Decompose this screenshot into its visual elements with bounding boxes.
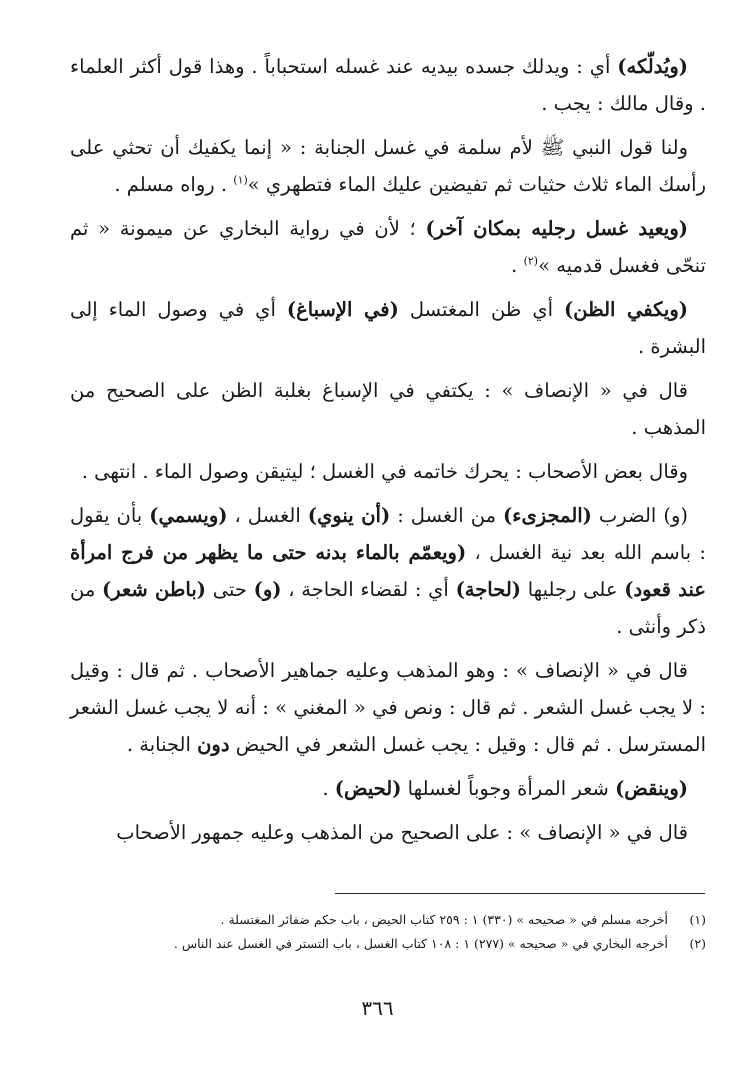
paragraph bbox=[70, 770, 706, 807]
sharh-text: . رواه مسلم . bbox=[114, 173, 234, 196]
footnote-number: (١) bbox=[689, 912, 706, 927]
footnotes bbox=[70, 908, 706, 956]
paragraph bbox=[70, 291, 706, 365]
matn-text: (المجزىء) bbox=[503, 504, 592, 527]
paragraph bbox=[70, 453, 706, 490]
paragraph bbox=[70, 48, 706, 122]
matn-text: (في الإسباغ) bbox=[286, 298, 399, 321]
sharh-text: من الغسل : bbox=[390, 504, 504, 527]
sharh-text: (و) الضرب bbox=[591, 504, 688, 527]
sharh-text: أي ظن المغتسل bbox=[398, 298, 565, 321]
paragraph bbox=[70, 497, 706, 645]
sharh-text: على رجليها bbox=[521, 578, 625, 601]
matn-text: (أن ينوي) bbox=[307, 504, 391, 527]
matn-text: (باطن شعر) bbox=[102, 578, 207, 601]
page-number: ٣٦٦ bbox=[361, 996, 394, 1020]
sharh-text: حتى bbox=[206, 578, 254, 601]
paragraph bbox=[70, 652, 706, 763]
sharh-text: . bbox=[511, 254, 524, 277]
footnote bbox=[70, 908, 706, 932]
paragraph bbox=[70, 814, 706, 851]
sharh-text: بأن يقول : باسم الله بعد نية الغسل ، bbox=[70, 504, 706, 564]
paragraph bbox=[70, 210, 706, 284]
matn-text: (ويكفي الظن) bbox=[564, 298, 688, 321]
matn-text: (ويُدلّكه) bbox=[617, 55, 688, 78]
matn-text: (وينقض) bbox=[615, 777, 688, 800]
sharh-text: قال في « الإنصاف » : يكتفي في الإسباغ بغلبة الظن على الصحيح من المذهب . bbox=[70, 379, 706, 439]
footnote-ref: (١) bbox=[233, 173, 248, 187]
matn-text: دون bbox=[197, 733, 230, 756]
matn-text: (ويعيد غسل رجليه بمكان آخر) bbox=[425, 217, 688, 240]
footnote bbox=[70, 932, 706, 956]
sharh-text: أي في وصول الماء إلى البشرة . bbox=[70, 298, 706, 358]
sharh-text: أي : ويدلك جسده بيديه عند غسله استحباباً . وهذا قول أكثر العلماء . وقال مالك : يجب . bbox=[70, 55, 706, 115]
sharh-text: ؛ لأن في رواية البخاري عن ميمونة « ثم تنحّى فغسل قدميه » bbox=[70, 217, 706, 277]
sharh-text: ولنا قول النبي ﷺ لأم سلمة في غسل الجنابة : « إنما يكفيك أن تحثي على رأسك الماء ثلاث حثيات ثم تفيضين عليك الماء فتطهري » bbox=[70, 136, 706, 196]
footnote-text: أخرجه البخاري في « صحيحه » (٢٧٧) ١ : ١٠٨ كتاب الغسل ، باب التستر في الغسل عند الناس . bbox=[173, 936, 668, 951]
sharh-text: قال في « الإنصاف » : وهو المذهب وعليه جماهير الأصحاب . ثم قال : وقيل : لا يجب غسل الشعر . ثم قال : ونص في « المغني » : أنه لا يجب غسل الشعر المسترسل . ثم قال : وقيل : يجب غسل الشعر في الحيض bbox=[70, 659, 706, 756]
sharh-text: الغسل ، bbox=[227, 504, 308, 527]
sharh-text: وقال بعض الأصحاب : يحرك خاتمه في الغسل ؛ ليتيقن وصول الماء . انتهى . bbox=[81, 460, 688, 483]
footnote-text: أخرجه مسلم في « صحيحه » (٣٣٠) ١ : ٢٥٩ كتاب الحيض ، باب حكم ضفائر المغتسلة . bbox=[220, 912, 668, 927]
sharh-text: أي : لقضاء الحاجة ، bbox=[281, 578, 456, 601]
main-text bbox=[70, 48, 706, 858]
paragraph bbox=[70, 129, 706, 203]
matn-text: (ويعمّم بالماء بدنه حتى ما يظهر من فرج امرأة عند قعود) bbox=[70, 541, 707, 601]
sharh-text: قال في « الإنصاف » : على الصحيح من المذهب وعليه جمهور الأصحاب bbox=[116, 821, 688, 844]
sharh-text: الجنابة . bbox=[126, 733, 198, 756]
matn-text: (لحيض) bbox=[334, 777, 402, 800]
matn-text: (لحاجة) bbox=[455, 578, 521, 601]
footnote-divider bbox=[335, 893, 705, 894]
sharh-text: من ذكر وأنثى . bbox=[70, 578, 706, 638]
footnote-number: (٢) bbox=[689, 936, 706, 951]
sharh-text: . bbox=[322, 777, 335, 800]
matn-text: (و) bbox=[253, 578, 282, 601]
sharh-text: شعر المرأة وجوباً لغسلها bbox=[401, 777, 616, 800]
paragraph bbox=[70, 372, 706, 446]
matn-text: (ويسمي) bbox=[149, 504, 228, 527]
footnote-ref: (٢) bbox=[523, 254, 539, 268]
